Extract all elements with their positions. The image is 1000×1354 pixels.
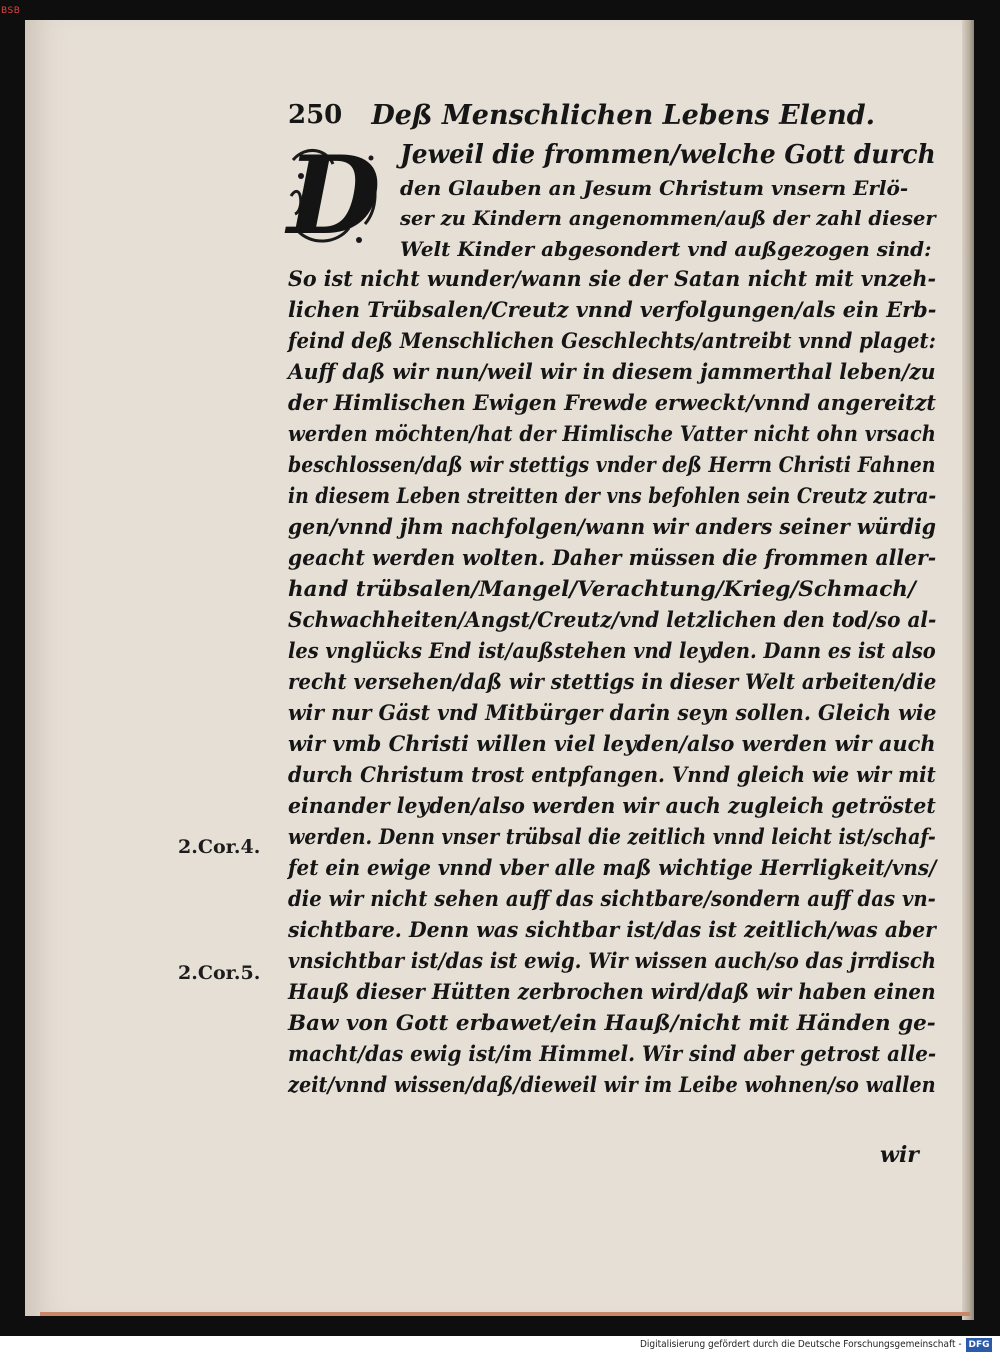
page-bottom-edge (40, 1312, 970, 1316)
text-line: zeit/vnnd wissen/daß/dieweil wir im Leibe wohnen/so wallen (288, 1073, 936, 1098)
text-line: recht versehen/daß wir stettigs in dieser Welt arbeiten/die (288, 670, 937, 695)
margin-note-reference: 2.Cor.5. (178, 962, 261, 984)
page-edge (962, 20, 974, 1320)
text-line: wir vmb Christi willen viel leyden/also werden wir auch (288, 732, 936, 757)
page-header (288, 100, 928, 140)
text-line: feind deß Menschlichen Geschlechts/antreibt vnnd plaget: (288, 329, 936, 354)
decorated-initial (287, 133, 381, 259)
margin-note-reference: 2.Cor.4. (178, 836, 261, 858)
text-line: vnsichtbar ist/das ist ewig. Wir wissen auch/so das jrrdisch (288, 949, 937, 974)
text-line: Baw von Gott erbawet/ein Hauß/nicht mit Händen ge- (288, 1011, 936, 1036)
text-line: ser zu Kindern angenommen/auß der zahl dieser (400, 206, 936, 230)
catchword: wir (880, 1142, 919, 1168)
text-line: einander leyden/also werden wir auch zugleich getröstet (288, 794, 936, 819)
text-line: Auff daß wir nun/weil wir in diesem jammerthal leben/zu (288, 360, 936, 385)
text-line: hand trübsalen/Mangel/Verachtung/Krieg/Schmach/ (288, 577, 916, 602)
initial-letter: D (287, 133, 381, 259)
text-line: durch Christum trost entpfangen. Vnnd gleich wie wir mit (288, 763, 936, 788)
text-line: beschlossen/daß wir stettigs vnder deß Herrn Christi Fahnen (288, 453, 936, 478)
bsb-library-mark: BSB (1, 6, 21, 16)
text-line: gen/vnnd jhm nachfolgen/wann wir anders seiner würdig (288, 515, 936, 540)
text-line: den Glauben an Jesum Christum vnsern Erlö- (400, 176, 909, 200)
dfg-logo: DFG (966, 1338, 992, 1352)
text-line: in diesem Leben streitten der vns befohlen sein Creutz zutra- (288, 484, 937, 509)
text-line: werden möchten/hat der Himlische Vatter nicht ohn vrsach (288, 422, 936, 447)
running-title: Deß Menschlichen Lebens Elend. (371, 100, 876, 131)
text-line: die wir nicht sehen auff das sichtbare/sondern auff das vn- (288, 887, 936, 912)
text-line: wir nur Gäst vnd Mitbürger darin seyn sollen. Gleich wie (288, 701, 937, 726)
text-line: werden. Denn vnser trübsal die zeitlich vnnd leicht ist/schaf- (288, 825, 936, 850)
text-line: Schwachheiten/Angst/Creutz/vnd letzlichen den tod/so al- (288, 608, 937, 633)
text-line: fet ein ewige vnnd vber alle maß wichtige Herrligkeit/vns/ (288, 856, 937, 881)
text-line: geacht werden wolten. Daher müssen die frommen aller- (288, 546, 937, 571)
text-line: macht/das ewig ist/im Himmel. Wir sind aber getrost alle- (288, 1042, 937, 1067)
text-line: So ist nicht wunder/wann sie der Satan nicht mit vnzeh- (288, 267, 937, 292)
page-number: 250 (288, 100, 343, 130)
text-line: Jeweil die frommen/welche Gott durch (400, 140, 936, 170)
text-line: les vnglücks End ist/außstehen vnd leyden. Dann es ist also (288, 639, 936, 664)
text-line: Welt Kinder abgesondert vnd außgezogen sind: (400, 237, 932, 261)
text-line: Hauß dieser Hütten zerbrochen wird/daß wir haben einen (288, 980, 936, 1005)
text-line: lichen Trübsalen/Creutz vnnd verfolgungen/als ein Erb- (288, 298, 937, 323)
digitization-credit: Digitalisierung gefördert durch die Deutsche Forschungsgemeinschaft - (640, 1339, 962, 1350)
text-line: der Himlischen Ewigen Frewde erweckt/vnnd angereitzt (288, 391, 936, 416)
text-line: sichtbare. Denn was sichtbar ist/das ist zeitlich/was aber (288, 918, 936, 943)
